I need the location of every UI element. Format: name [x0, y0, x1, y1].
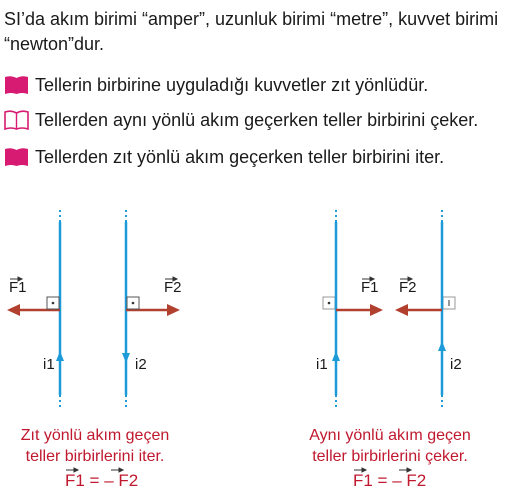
right-f2-label: F2 [399, 279, 417, 296]
right-caption [290, 425, 490, 467]
right-equation: F1 = – F2 [353, 471, 427, 490]
list-item-text: Tellerden aynı yönlü akım geçerken teller birbirini çeker. [35, 110, 479, 130]
left-caption-line1: Zıt yönlü akım geçen [20, 427, 170, 444]
current-up-arrow-icon [332, 351, 340, 361]
right-caption-line2: teller birbirlerini çeker. [312, 448, 468, 465]
right-i2-label: i2 [450, 356, 462, 373]
left-i2-label: i2 [135, 356, 147, 373]
left-f2-label: F2 [164, 279, 182, 296]
left-i1-label: i1 [43, 356, 55, 373]
left-caption-line2: teller birbirlerini iter. [25, 448, 165, 465]
right-caption-line1: Aynı yönlü akım geçen [309, 427, 471, 444]
right-force-f2-arrow [395, 304, 442, 316]
intro-text: SI’da akım birimi “amper”, uzunluk birimi “metre”, kuvvet birimi “newton”dur. [4, 9, 499, 54]
right-i1-label: i1 [316, 356, 328, 373]
left-force-f1-arrow [7, 304, 60, 316]
left-force-f2-arrow [126, 304, 180, 316]
right-force-f1-arrow [336, 304, 383, 316]
left-equation: F1 = – F2 [65, 471, 139, 490]
list-item-text: Tellerin birbirine uyguladığı kuvvetler zıt yönlüdür. [35, 75, 429, 95]
right-angle-marks [47, 297, 455, 309]
current-down-arrow-icon [122, 353, 130, 363]
current-up-arrow-icon [56, 351, 64, 361]
left-f1-label: F1 [9, 279, 27, 296]
list-item-text: Tellerden zıt yönlü akım geçerken teller birbirini iter. [35, 147, 445, 167]
right-f1-label: F1 [361, 279, 379, 296]
left-caption [0, 425, 190, 467]
current-up-arrow-icon [438, 341, 446, 351]
